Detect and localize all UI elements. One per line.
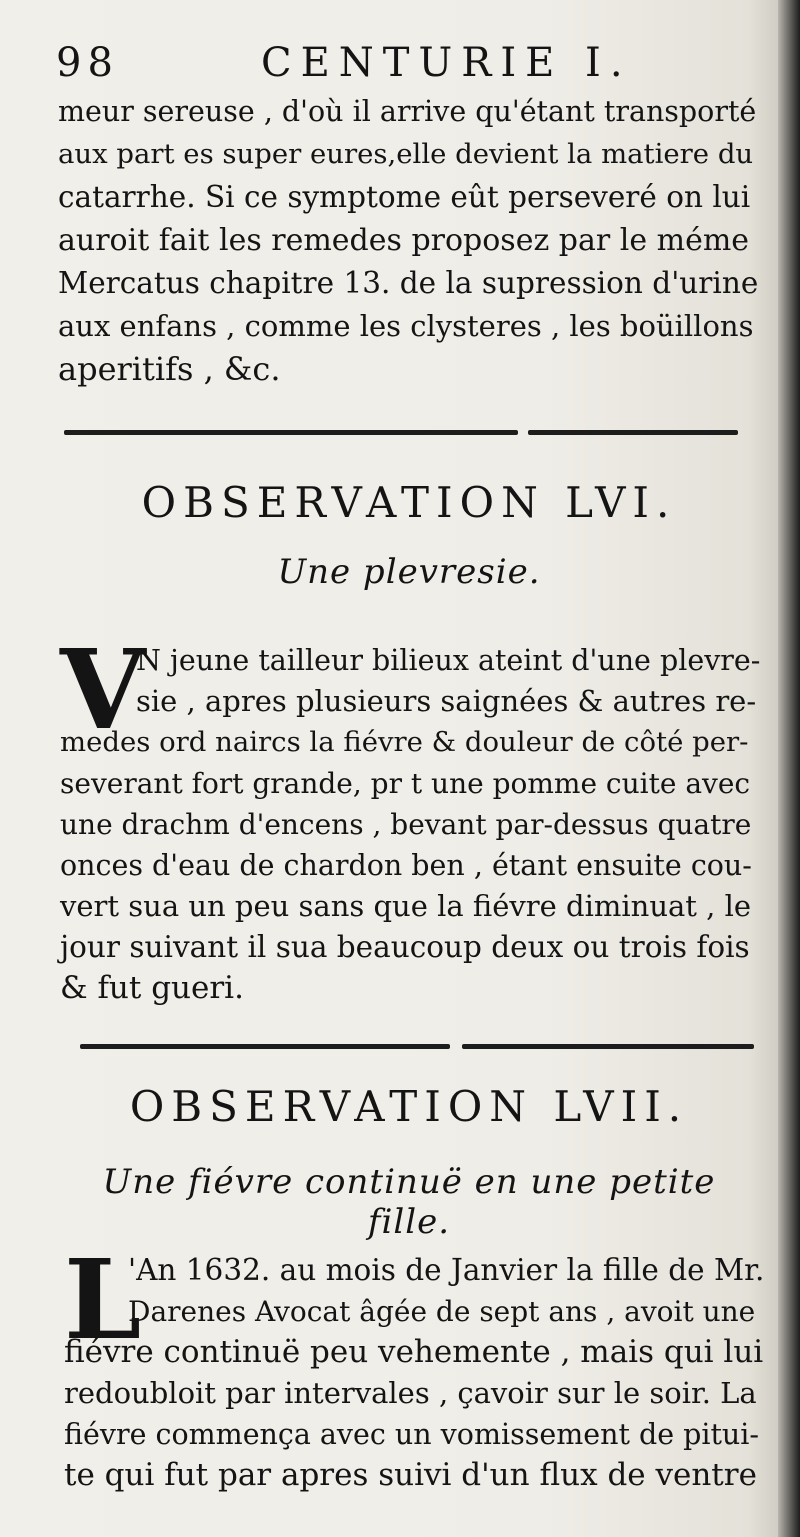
text-line: severant fort grande, pr t une pomme cuite avec xyxy=(60,767,751,800)
drop-cap: L xyxy=(64,1235,142,1364)
observation-paragraph-indent xyxy=(136,640,760,722)
text-line: une drachm d'encens , bevant par-dessus quatre xyxy=(60,808,752,841)
text-line: Mercatus chapitre 13. de la supression d'urine xyxy=(58,266,759,300)
text-line: Darenes Avocat âgée de sept ans , avoit une xyxy=(128,1295,756,1328)
separator-rule xyxy=(528,430,738,435)
text-line: auroit fait les remedes proposez par le méme xyxy=(58,223,750,258)
observation-title: OBSERVATION LVII. xyxy=(129,1082,689,1131)
drop-cap: V xyxy=(60,625,146,754)
separator-rule xyxy=(64,430,518,435)
observation-title: OBSERVATION LVI. xyxy=(141,478,677,527)
book-gutter-shadow xyxy=(778,0,800,1537)
observation-subtitle: Une plevresie. xyxy=(277,552,541,592)
text-line: fiévre commença avec un vomissement de pitui- xyxy=(64,1418,760,1451)
text-line: N jeune tailleur bilieux ateint d'une plevre- xyxy=(136,644,761,677)
text-line: aux enfans , comme les clysteres , les boüillons xyxy=(58,309,754,343)
text-line: & fut gueri. xyxy=(60,970,244,1006)
observation-paragraph-indent xyxy=(128,1250,764,1332)
page-number: 98 xyxy=(56,40,119,86)
text-line: aperitifs , &c. xyxy=(58,350,281,388)
text-line: te qui fut par apres suivi d'un flux de ventre xyxy=(64,1457,757,1493)
separator-rule xyxy=(462,1044,754,1049)
text-line: redoubloit par intervales , çavoir sur le soir. La xyxy=(64,1376,757,1410)
text-line: medes ord naircs la fiévre & douleur de côté per- xyxy=(60,726,749,758)
continuation-paragraph xyxy=(58,90,760,391)
text-line: onces d'eau de chardon ben , étant ensuite cou- xyxy=(60,849,752,882)
separator-rule xyxy=(80,1044,450,1049)
text-line: 'An 1632. au mois de Janvier la fille de Mr. xyxy=(128,1253,765,1287)
text-line: jour suivant il sua beaucoup deux ou trois fois xyxy=(60,930,750,964)
running-head: CENTURIE I. xyxy=(261,40,632,86)
text-line: fiévre continuë peu vehemente , mais qui lui xyxy=(64,1334,764,1370)
text-line: aux part es super eures,elle devient la matiere du xyxy=(58,138,754,170)
text-line: meur sereuse , d'où il arrive qu'étant transporté xyxy=(58,95,757,128)
text-line: vert sua un peu sans que la fiévre diminuat , le xyxy=(60,889,752,923)
observation-paragraph xyxy=(60,722,760,1009)
text-line: sie , apres plusieurs saignées & autres re- xyxy=(136,684,757,718)
observation-subtitle: Une fiévre continuë en une petite fille. xyxy=(102,1162,716,1242)
text-line: catarrhe. Si ce symptome eût perseveré on lui xyxy=(58,180,751,214)
observation-paragraph xyxy=(64,1332,764,1496)
